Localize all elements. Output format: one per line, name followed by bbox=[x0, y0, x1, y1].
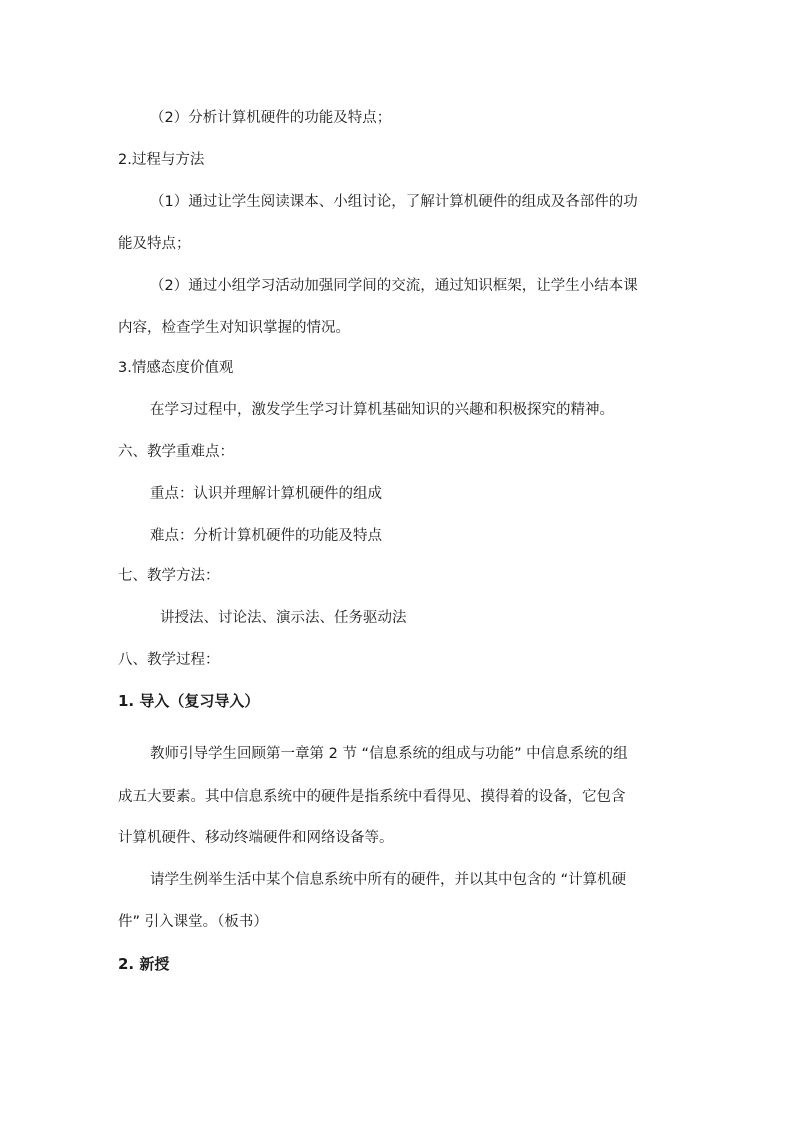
intro-paragraph-2-line-2: 件” 引入课堂。（板书） bbox=[118, 914, 268, 930]
key-point-text: 重点：认识并理解计算机硬件的组成 bbox=[150, 486, 382, 502]
step-1-heading: 1. 导入（复习导入） bbox=[118, 692, 260, 710]
step-2-heading: 2. 新授 bbox=[118, 955, 170, 973]
process-item-2-text: （2）通过小组学习活动加强同学间的交流，通过知识框架，让学生小结本课 bbox=[150, 278, 638, 294]
intro-paragraph-line-1: 教师引导学生回顾第一章第 2 节 “信息系统的组成与功能” 中信息系统的组 bbox=[150, 746, 628, 762]
process-item-1-text: （1）通过让学生阅读课本、小组讨论，了解计算机硬件的组成及各部件的功 bbox=[150, 194, 638, 210]
objective-2-text: （2）分析计算机硬件的功能及特点； bbox=[150, 110, 392, 126]
section-emotion-heading: 3.情感态度价值观 bbox=[118, 360, 234, 376]
difficult-point-text: 难点：分析计算机硬件的功能及特点 bbox=[150, 528, 382, 544]
process-item-2-continued: 内容，检查学生对知识掌握的情况。 bbox=[118, 320, 350, 336]
emotion-text: 在学习过程中，激发学生学习计算机基础知识的兴趣和积极探究的精神。 bbox=[150, 402, 614, 418]
section-process-heading: 八、教学过程： bbox=[118, 652, 220, 668]
intro-paragraph-2-line-1: 请学生例举生活中某个信息系统中所有的硬件，并以其中包含的 “计算机硬 bbox=[150, 872, 627, 888]
section-methods-heading: 七、教学方法： bbox=[118, 568, 220, 584]
process-item-1-continued: 能及特点； bbox=[118, 236, 191, 252]
section-key-points-heading: 六、教学重难点： bbox=[118, 444, 234, 460]
intro-paragraph-line-3: 计算机硬件、移动终端硬件和网络设备等。 bbox=[118, 830, 394, 846]
intro-paragraph-line-2: 成五大要素。其中信息系统中的硬件是指系统中看得见、摸得着的设备，它包含 bbox=[118, 789, 626, 805]
methods-text: 讲授法、讨论法、演示法、任务驱动法 bbox=[160, 610, 407, 626]
section-process-method-heading: 2.过程与方法 bbox=[118, 152, 205, 168]
